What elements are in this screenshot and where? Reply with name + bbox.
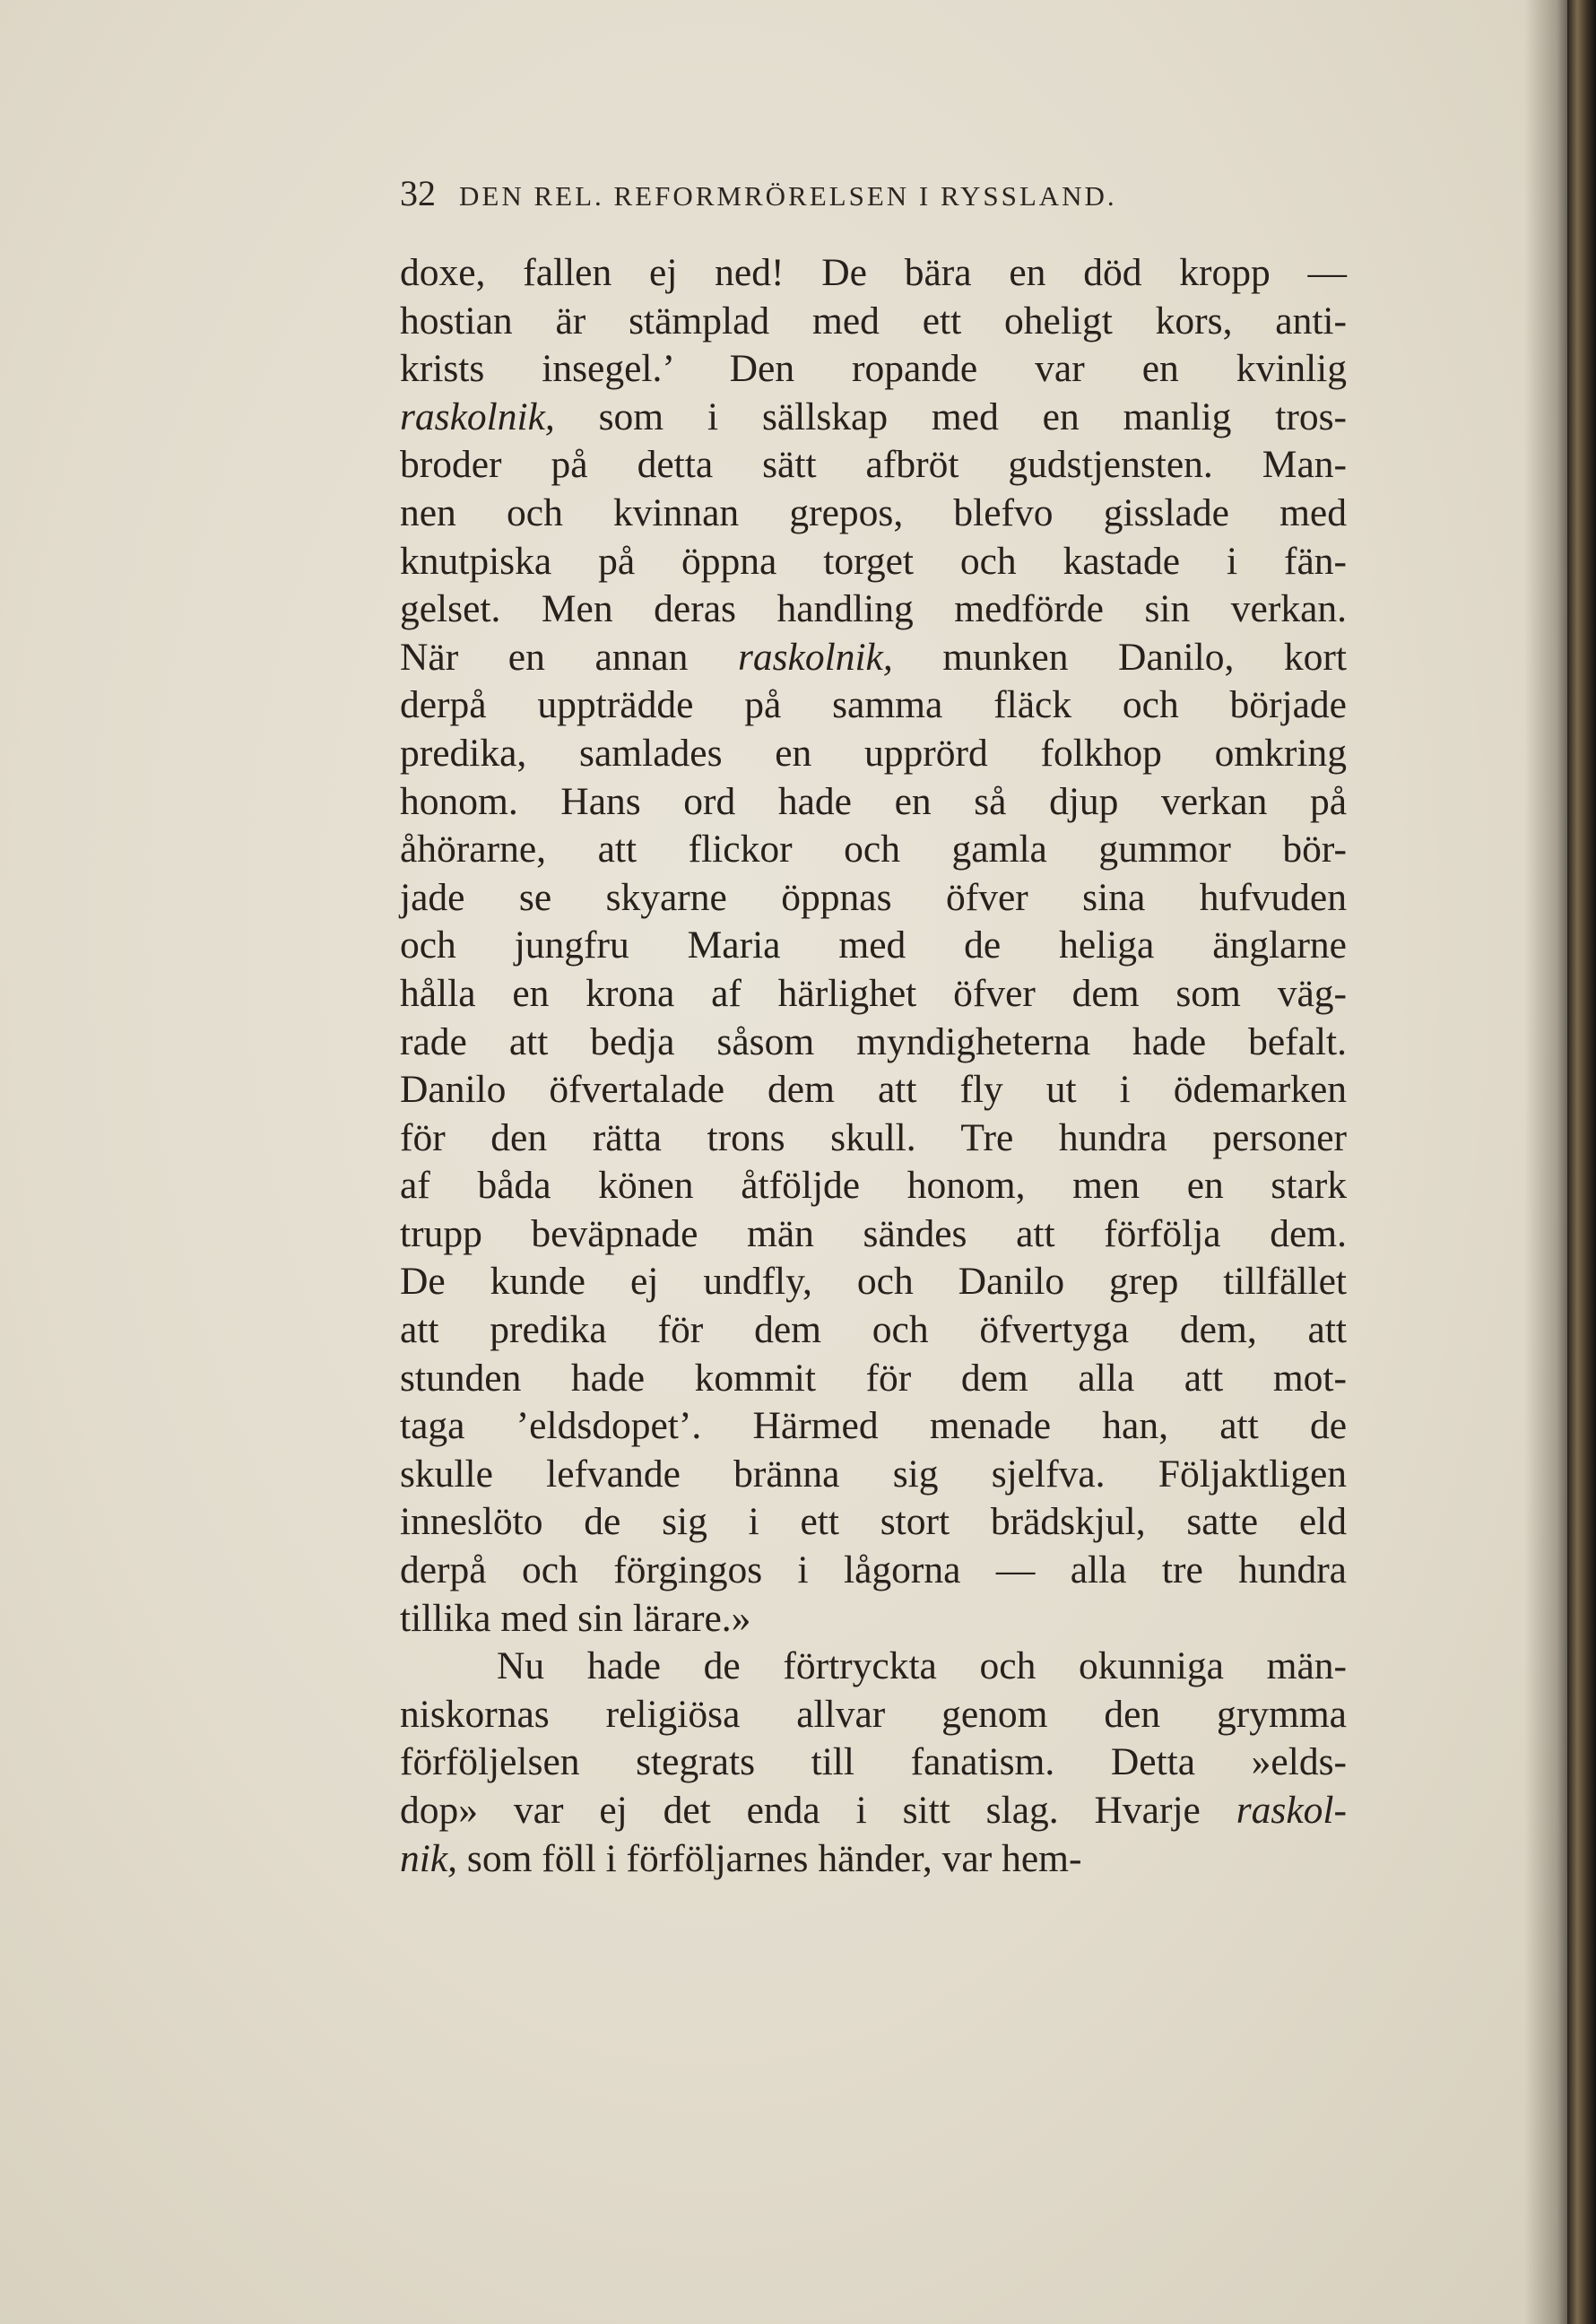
text-run: nen och kvinnan grepos, blefvo gisslade med <box>400 490 1347 534</box>
text-run: som i sällskap med en manlig tros- <box>554 395 1347 438</box>
text-run: hostian är stämplad med ett oheligt kors, anti- <box>400 299 1347 343</box>
text-run: rade att bedja såsom myndigheterna hade befalt. <box>400 1019 1347 1063</box>
italic-word: raskolnik, <box>737 635 893 679</box>
text-run: predika, samlades en upprörd folkhop omkring <box>400 731 1347 775</box>
text-run: tillika med sin lärare.» <box>400 1596 751 1640</box>
page-gutter-shadow <box>1524 0 1571 2324</box>
running-title: DEN REL. REFORMRÖRELSEN I RYSSLAND. <box>459 180 1117 212</box>
text-line <box>400 1835 1347 1884</box>
text-line <box>400 1114 1347 1163</box>
italic-word: nik, <box>400 1836 458 1880</box>
text-line <box>400 1355 1347 1403</box>
text-line <box>400 1691 1347 1739</box>
text-run: krists insegel.’ Den ropande var en kvinlig <box>400 347 1347 391</box>
text-run: derpå och förgingos i lågorna — alla tre hundra <box>400 1548 1347 1592</box>
italic-word: raskolnik, <box>400 395 555 438</box>
body-text <box>400 249 1347 1883</box>
text-run: inneslöto de sig i ett stort brädskjul, satte eld <box>400 1500 1347 1544</box>
text-line <box>400 730 1347 778</box>
text-line <box>400 1595 1347 1643</box>
text-line <box>400 634 1347 682</box>
text-run: hålla en krona af härlighet öfver dem som väg- <box>400 971 1347 1015</box>
text-run: Danilo öfvertalade dem att fly ut i ödemarken <box>400 1068 1347 1112</box>
running-head <box>400 172 1341 214</box>
text-line <box>400 1258 1347 1306</box>
text-run: åhörarne, att flickor och gamla gummor bör- <box>400 828 1347 872</box>
text-run: broder på detta sätt afbröt gudstjensten. Man- <box>400 443 1347 487</box>
text-run: gelset. Men deras handling medförde sin verkan. <box>400 587 1347 631</box>
text-run: att predika för dem och öfvertyga dem, att <box>400 1308 1347 1352</box>
text-line <box>400 345 1347 394</box>
text-line <box>400 1306 1347 1355</box>
text-line <box>400 538 1347 586</box>
text-run: skulle lefvande bränna sig sjelfva. Följaktligen <box>400 1452 1347 1496</box>
text-run: af båda könen åtföljde honom, men en stark <box>400 1164 1347 1208</box>
text-line <box>400 1019 1347 1067</box>
text-run: doxe, fallen ej ned! De bära en död kropp — <box>400 251 1347 294</box>
text-line <box>400 1402 1347 1451</box>
text-line <box>400 1739 1347 1787</box>
text-run: Nu hade de förtryckta och okunniga män- <box>497 1644 1347 1688</box>
text-line <box>400 1210 1347 1259</box>
text-run: honom. Hans ord hade en så djup verkan på <box>400 779 1347 823</box>
text-run: som föll i förföljarnes händer, var hem- <box>457 1836 1082 1880</box>
text-line <box>400 922 1347 970</box>
text-run: för den rätta trons skull. Tre hundra personer <box>400 1115 1347 1159</box>
text-run: munken Danilo, kort <box>892 635 1347 679</box>
text-run: derpå uppträdde på samma fläck och började <box>400 683 1347 727</box>
text-run: trupp beväpnade män sändes att förfölja dem. <box>400 1211 1347 1255</box>
text-line <box>400 490 1347 538</box>
text-line <box>400 778 1347 827</box>
text-line <box>400 441 1347 490</box>
page-number: 32 <box>400 173 436 213</box>
text-line <box>400 298 1347 346</box>
text-run: taga ’eldsdopet’. Härmed menade han, att de <box>400 1404 1347 1448</box>
text-line <box>400 1162 1347 1210</box>
text-run: dop» var ej det enda i sitt slag. Hvarje <box>400 1789 1236 1832</box>
text-line <box>400 681 1347 730</box>
text-line <box>400 874 1347 923</box>
text-run: knutpiska på öppna torget och kastade i fän- <box>400 539 1347 583</box>
text-line <box>400 1451 1347 1499</box>
italic-word: raskol- <box>1236 1789 1347 1832</box>
text-run: När en annan <box>400 635 738 679</box>
text-run: stunden hade kommit för dem alla att mot- <box>400 1356 1347 1400</box>
book-edge <box>1567 0 1596 2324</box>
text-line <box>400 394 1347 442</box>
text-line <box>400 249 1347 298</box>
text-line <box>400 1547 1347 1595</box>
text-run: De kunde ej undfly, och Danilo grep tillfället <box>400 1260 1347 1304</box>
text-run: niskornas religiösa allvar genom den grymma <box>400 1692 1347 1736</box>
text-line <box>400 826 1347 874</box>
text-line <box>400 1066 1347 1114</box>
text-run: jade se skyarne öppnas öfver sina hufvuden <box>400 875 1347 919</box>
text-line <box>400 1787 1347 1835</box>
text-line <box>400 1498 1347 1547</box>
text-line <box>400 585 1347 634</box>
text-line <box>400 1643 1347 1691</box>
text-line <box>400 970 1347 1019</box>
text-run: förföljelsen stegrats till fanatism. Detta »elds- <box>400 1740 1347 1784</box>
text-run: och jungfru Maria med de heliga änglarne <box>400 924 1347 967</box>
